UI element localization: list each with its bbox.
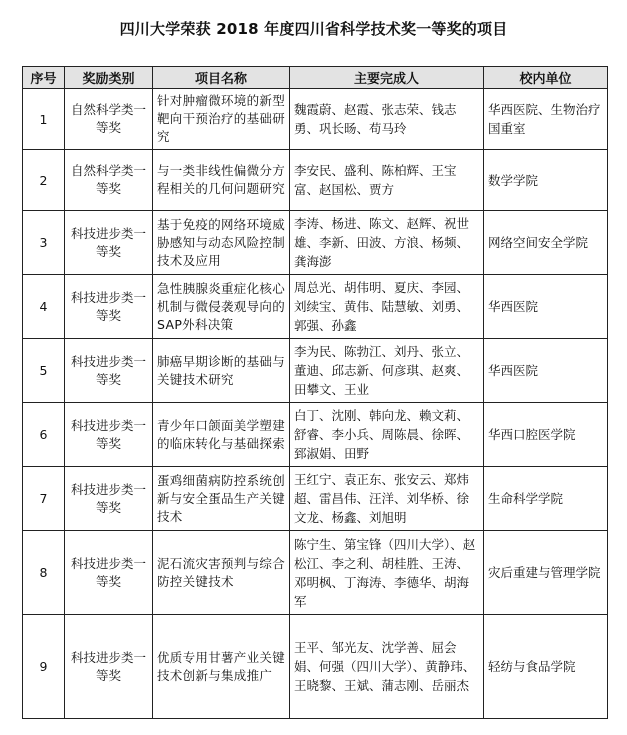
header-project-name: 项目名称 xyxy=(153,67,290,89)
table-row xyxy=(23,211,608,275)
project-name: 优质专用甘薯产业关键技术创新与集成推广 xyxy=(153,615,290,719)
row-number: 1 xyxy=(23,89,65,150)
project-name: 急性胰腺炎重症化核心机制与微侵袭观导向的SAP外科决策 xyxy=(153,275,290,339)
award-type: 科技进步类一等奖 xyxy=(65,531,153,615)
unit-name: 灾后重建与管理学院 xyxy=(484,531,608,615)
project-name: 与一类非线性偏微分方程相关的几何问题研究 xyxy=(153,150,290,211)
header-num: 序号 xyxy=(23,67,65,89)
award-type: 自然科学类一等奖 xyxy=(65,89,153,150)
award-type: 科技进步类一等奖 xyxy=(65,339,153,403)
main-contributors: 王红宁、袁正东、张安云、郑炜超、雷昌伟、汪洋、刘华桥、徐文龙、杨鑫、刘旭明 xyxy=(290,467,484,531)
row-number: 5 xyxy=(23,339,65,403)
table-row xyxy=(23,531,608,615)
table-row xyxy=(23,339,608,403)
unit-name: 华西医院 xyxy=(484,275,608,339)
row-number: 4 xyxy=(23,275,65,339)
main-contributors: 白丁、沈刚、韩向龙、赖文莉、舒睿、李小兵、周陈晨、徐晖、郅淑娟、田野 xyxy=(290,403,484,467)
table-header-row xyxy=(23,67,608,89)
award-type: 自然科学类一等奖 xyxy=(65,150,153,211)
page-title: 四川大学荣获 2018 年度四川省科学技术奖一等奖的项目 xyxy=(119,20,508,38)
main-contributors: 魏霞蔚、赵霞、张志荣、钱志勇、巩长旸、苟马玲 xyxy=(290,89,484,150)
table-row xyxy=(23,615,608,719)
unit-name: 华西医院 xyxy=(484,339,608,403)
project-name: 泥石流灾害预判与综合防控关键技术 xyxy=(153,531,290,615)
award-type: 科技进步类一等奖 xyxy=(65,275,153,339)
project-name: 肺癌早期诊断的基础与关键技术研究 xyxy=(153,339,290,403)
unit-name: 华西口腔医学院 xyxy=(484,403,608,467)
main-contributors: 周总光、胡伟明、夏庆、李园、刘续宝、黄伟、陆慧敏、刘勇、郭强、孙鑫 xyxy=(290,275,484,339)
table-row xyxy=(23,150,608,211)
award-type: 科技进步类一等奖 xyxy=(65,403,153,467)
unit-name: 轻纺与食品学院 xyxy=(484,615,608,719)
row-number: 9 xyxy=(23,615,65,719)
header-main-contributors: 主要完成人 xyxy=(290,67,484,89)
awards-table xyxy=(22,66,608,719)
unit-name: 网络空间安全学院 xyxy=(484,211,608,275)
main-contributors: 陈宁生、第宝锋（四川大学）、赵松江、李之利、胡桂胜、王涛、邓明枫、丁海涛、李德华、胡海军 xyxy=(290,531,484,615)
row-number: 3 xyxy=(23,211,65,275)
project-name: 针对肿瘤微环境的新型靶向干预治疗的基础研究 xyxy=(153,89,290,150)
project-name: 蛋鸡细菌病防控系统创新与安全蛋品生产关键技术 xyxy=(153,467,290,531)
award-type: 科技进步类一等奖 xyxy=(65,615,153,719)
header-award-type: 奖励类别 xyxy=(65,67,153,89)
table-row xyxy=(23,467,608,531)
unit-name: 华西医院、生物治疗国重室 xyxy=(484,89,608,150)
row-number: 7 xyxy=(23,467,65,531)
unit-name: 数学学院 xyxy=(484,150,608,211)
row-number: 8 xyxy=(23,531,65,615)
award-type: 科技进步类一等奖 xyxy=(65,211,153,275)
main-contributors: 王平、邹光友、沈学善、屈会娟、何强（四川大学）、黄静玮、王晓黎、王斌、蒲志刚、岳丽杰 xyxy=(290,615,484,719)
header-unit: 校内单位 xyxy=(484,67,608,89)
table-row xyxy=(23,403,608,467)
row-number: 6 xyxy=(23,403,65,467)
main-contributors: 李涛、杨进、陈文、赵辉、祝世雄、李新、田波、方浪、杨频、龚海澎 xyxy=(290,211,484,275)
main-contributors: 李安民、盛利、陈柏辉、王宝富、赵国松、贾方 xyxy=(290,150,484,211)
table-row xyxy=(23,275,608,339)
project-name: 青少年口颌面美学塑建的临床转化与基础探索 xyxy=(153,403,290,467)
main-contributors: 李为民、陈勃江、刘丹、张立、董迪、邱志新、何彦琪、赵爽、田攀文、王业 xyxy=(290,339,484,403)
award-type: 科技进步类一等奖 xyxy=(65,467,153,531)
project-name: 基于免疫的网络环境威胁感知与动态风险控制技术及应用 xyxy=(153,211,290,275)
table-row xyxy=(23,89,608,150)
unit-name: 生命科学学院 xyxy=(484,467,608,531)
row-number: 2 xyxy=(23,150,65,211)
